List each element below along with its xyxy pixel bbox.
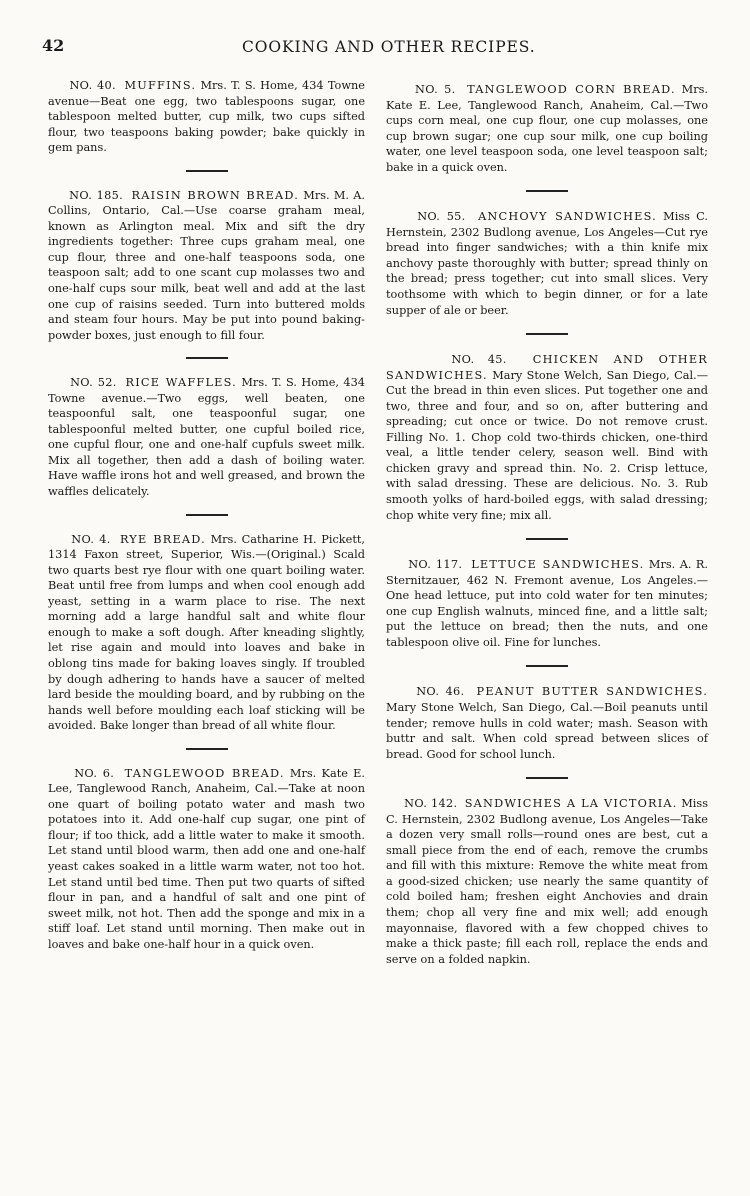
recipe-heading: MUFFINS. (124, 79, 197, 92)
recipe-heading: SANDWICHES A LA VICTORIA. (464, 797, 678, 811)
recipe-chicken-sandwiches (386, 352, 708, 523)
recipe-number: NO. 5. (415, 83, 456, 96)
section-divider (526, 538, 568, 540)
recipe-body: Mrs. T. S. Home, 434 Towne avenue.—Two eggs, well beaten, one teaspoonful salt, one teaspoonful sugar, one tablespoonful melted butter, one cupful boiled rice, one cupful flour, one and one-half cupfuls sweet milk. Mix all together, then add a dash of boiling water. Have waffle irons hot and well greased, and brown the waffles delicately. (48, 376, 365, 499)
recipe-body: Mrs. M. A. Collins, Ontario, Cal.—Use coarse graham meal, known as Arlington meal. Mix and sift the dry ingredients together: Three cups graham meal, one cup flour, three and one-half teaspoons soda, one teaspoon salt; add to one scant cup molasses two and one-half cups sour milk, beat well and add at the last one cup of raisins seeded. Turn into buttered molds and steam four hours. May be put into pound baking-powder boxes, just enough to fill four. (48, 188, 365, 342)
recipe-body: Mrs. Kate E. Lee, Tanglewood Ranch, Anaheim, Cal.—Take at noon one quart of boiling potato water and mash two potatoes into it. Add one-half cup sugar, one pint of flour; if too thick, add a little water to make it smooth. Let stand until blood warm, then add one and one-half yeast cakes soaked in a little warm water, not too hot. Let stand until bed time. Then put two quarts of sifted flour in pan, and a handful of salt and one pint of sweet milk, not hot. Then add the sponge and mix in a stiff loaf. Let stand until morning. Then make out in loaves and bake one-half hour in a quick oven. (48, 766, 366, 951)
section-divider (526, 777, 568, 779)
page-number: 42 (42, 36, 65, 55)
section-divider (186, 357, 228, 359)
recipe-body: Mrs. A. R. Sternitzauer, 462 N. Fremont avenue, Los Angeles.—One head lettuce, put into cold water for ten minutes; one cup English walnuts, minced fine, and a little salt; put the lettuce on bread; then the nuts, and one tablespoon olive oil. Fine for lunches. (386, 558, 708, 649)
recipe-muffins (48, 78, 365, 156)
left-column (48, 78, 365, 952)
recipe-heading: ANCHOVY SANDWICHES. (478, 210, 657, 224)
recipe-number: NO. 6. (74, 766, 115, 780)
page-title: COOKING AND OTHER RECIPES. (242, 38, 536, 56)
section-divider (186, 514, 228, 516)
recipe-raisin-brown-bread (48, 188, 365, 343)
recipe-heading: RYE BREAD. (119, 532, 206, 546)
recipe-body: Miss C. Hernstein, 2302 Budlong avenue, Los Angeles—Take a dozen very small rolls—round ones are best, cut a small piece from the end of each, remove the crumbs and fill with this mixture: Remove the white meat from a good-sized chicken; use nearly the same quantity of cold boiled ham; freshen eight Anchovies and drain them; chop all very fine and mix well; add enough mayonnaise, flavored with a few chopped chives to make a thick paste; fill each roll, replace the ends and serve on a folded napkin. (386, 797, 708, 966)
recipe-number: NO. 142. (404, 797, 458, 811)
recipe-heading: TANGLEWOOD CORN BREAD. (467, 83, 676, 96)
section-divider (526, 665, 568, 667)
recipe-heading: PEANUT BUTTER SANDWICHES. (476, 685, 708, 699)
recipe-body: Mary Stone Welch, San Diego, Cal.—Cut the bread in thin even slices. Put together one and two, three and four, and so on, after buttering and spreading; cut once or twice. Do not remove crust. Filling No. 1. Chop cold two-thirds chicken, one-third veal, a little tender celery, season well. Bind with chicken gravy and spread thin. No. 2. Crisp lettuce, with salad dressing. These are delicious. No. 3. Rub smooth yolks of hard-boiled eggs, with salad dressing; chop white very fine; mix all. (386, 368, 709, 522)
section-divider (186, 170, 228, 172)
recipe-rice-waffles (48, 375, 365, 499)
recipe-body: Miss C. Hernstein, 2302 Budlong avenue, Los Angeles—Cut rye bread into finger sandwiches; with a thin knife mix anchovy paste thoroughly with butter; spread thinly on the bread; press together; cut into small slices. Very toothsome with which to begin dinner, or for a late supper of ale or beer. (386, 210, 709, 317)
recipe-number: NO. 46. (416, 685, 465, 699)
recipe-number: NO. 185. (69, 188, 124, 202)
recipe-rye-bread (48, 532, 365, 734)
recipe-anchovy-sandwiches (386, 209, 708, 318)
section-divider (526, 333, 568, 335)
recipe-lettuce-sandwiches (386, 557, 708, 650)
recipe-number: NO. 52. (70, 376, 117, 390)
recipe-number: NO. 40. (69, 79, 116, 92)
recipe-tanglewood-bread (48, 766, 365, 953)
recipe-body: Mary Stone Welch, San Diego, Cal.—Boil peanuts until tender; remove hulls in cold water; mash. Season with buttr and salt. When cold spread between slices of bread. Good for school lunch. (386, 700, 708, 761)
recipe-number: NO. 117. (408, 558, 463, 572)
recipe-number: NO. 45. (451, 353, 507, 367)
recipe-body: Mrs. T. S. Home, 434 Towne avenue—Beat one egg, two tablespoons sugar, one tablespoon melted butter, cup milk, two cups sifted flour, two teaspoons baking powder; bake quickly in gem pans. (48, 79, 365, 155)
section-divider (526, 190, 568, 192)
recipe-sandwiches-a-la-victoria (386, 796, 708, 967)
recipe-heading: LETTUCE SANDWICHES. (471, 558, 645, 572)
recipe-heading: RICE WAFFLES. (125, 376, 237, 390)
recipe-number: NO. 55. (417, 210, 466, 224)
recipe-body: Mrs. Catharine H. Pickett, 1314 Faxon street, Superior, Wis.—(Original.) Scald two quarts best rye flour with one quart boiling water. Beat until free from lumps and when cool enough add yeast, setting in a warm place to rise. The next morning add a large handful salt and white flour enough to make a soft dough. After kneading slightly, let rise again and mould into loaves and bake in oblong tins made for baking loaves singly. If troubled by dough adhering to hands have a saucer of melted lard beside the moulding board, and by rubbing on the hands well before moulding each loaf sticking will be avoided. Bake longer than bread of all white flour. (48, 532, 366, 733)
recipe-heading: RAISIN BROWN BREAD. (131, 188, 300, 202)
right-column (386, 82, 708, 967)
recipe-heading: CHICKEN AND OTHER SANDWICHES. (386, 353, 708, 382)
section-divider (186, 748, 228, 750)
recipe-tanglewood-corn-bread (386, 82, 708, 175)
recipe-number: NO. 4. (71, 532, 111, 546)
recipe-heading: TANGLEWOOD BREAD. (124, 766, 285, 780)
recipe-peanut-butter-sandwiches (386, 684, 708, 762)
recipe-body: Mrs. Kate E. Lee, Tanglewood Ranch, Anaheim, Cal.—Two cups corn meal, one cup flour, one cup molasses, one cup brown sugar; one cup sour milk, one cup boiling water, one level teaspoon soda, one level teaspoon salt; bake in a quick oven. (386, 83, 709, 174)
